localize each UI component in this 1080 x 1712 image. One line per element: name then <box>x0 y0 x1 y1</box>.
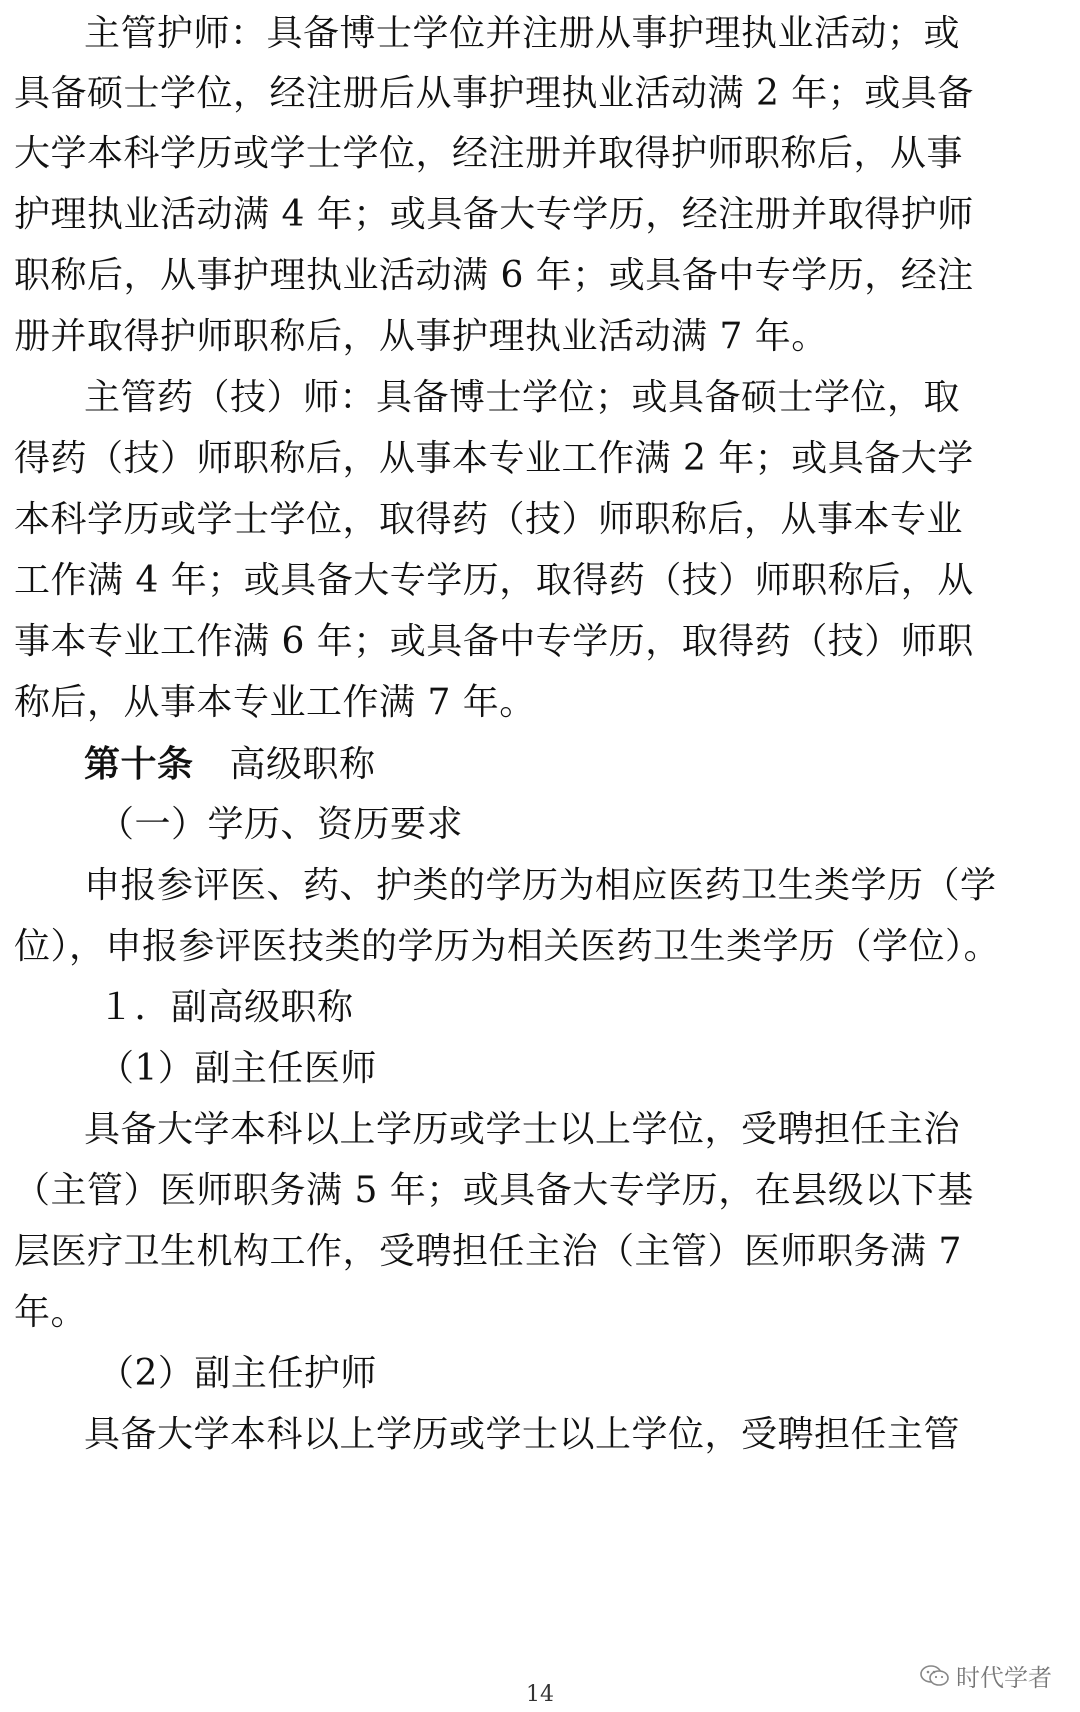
paragraph-line: （主管）医师职务满 5 年；或具备大专学历，在县级以下基 <box>14 1170 974 1211</box>
paragraph-line: 得药（技）师职称后，从事本专业工作满 2 年；或具备大学 <box>14 438 974 479</box>
item-heading: （2）副主任护师 <box>98 1353 377 1394</box>
paragraph-line: 位），申报参评医技类的学历为相关医药卫生类学历（学位）。 <box>14 926 1001 967</box>
paragraph-line: 称后，从事本专业工作满 7 年。 <box>14 682 536 723</box>
paragraph-line: 大学本科学历或学士学位，经注册并取得护师职称后，从事 <box>14 133 964 174</box>
paragraph-line: 职称后，从事护理执业活动满 6 年；或具备中专学历，经注 <box>14 255 974 296</box>
paragraph-line: 具备硕士学位，经注册后从事护理执业活动满 2 年；或具备 <box>14 73 974 114</box>
article-title: 高级职称 <box>229 744 376 785</box>
article-heading <box>84 742 376 787</box>
subsection-heading: １．副高级职称 <box>98 987 354 1028</box>
paragraph-line: 具备大学本科以上学历或学士以上学位，受聘担任主管 <box>84 1414 961 1455</box>
paragraph-line: 工作满 4 年；或具备大专学历，取得药（技）师职称后，从 <box>14 560 974 601</box>
paragraph-line: 事本专业工作满 6 年；或具备中专学历，取得药（技）师职 <box>14 621 974 662</box>
paragraph-line: 年。 <box>14 1292 88 1333</box>
paragraph-line: 主管药（技）师：具备博士学位；或具备硕士学位，取 <box>84 377 961 418</box>
paragraph-line: 护理执业活动满 4 年；或具备大专学历，经注册并取得护师 <box>14 194 974 235</box>
paragraph-line: 主管护师：具备博士学位并注册从事护理执业活动；或 <box>84 13 961 54</box>
paragraph-line: 本科学历或学士学位，取得药（技）师职称后，从事本专业 <box>14 499 964 540</box>
watermark-text: 时代学者 <box>956 1664 1052 1692</box>
article-number: 第十条 <box>84 743 194 785</box>
paragraph-line: 层医疗卫生机构工作，受聘担任主治（主管）医师职务满 7 <box>14 1231 962 1272</box>
page-number: 14 <box>526 1682 554 1707</box>
section-heading: （一）学历、资历要求 <box>98 804 464 845</box>
paragraph-line: 册并取得护师职称后，从事护理执业活动满 7 年。 <box>14 316 828 357</box>
paragraph-line: 申报参评医、药、护类的学历为相应医药卫生类学历（学 <box>84 865 997 906</box>
item-heading: （1）副主任医师 <box>98 1048 377 1089</box>
paragraph-line: 具备大学本科以上学历或学士以上学位，受聘担任主治 <box>84 1109 961 1150</box>
